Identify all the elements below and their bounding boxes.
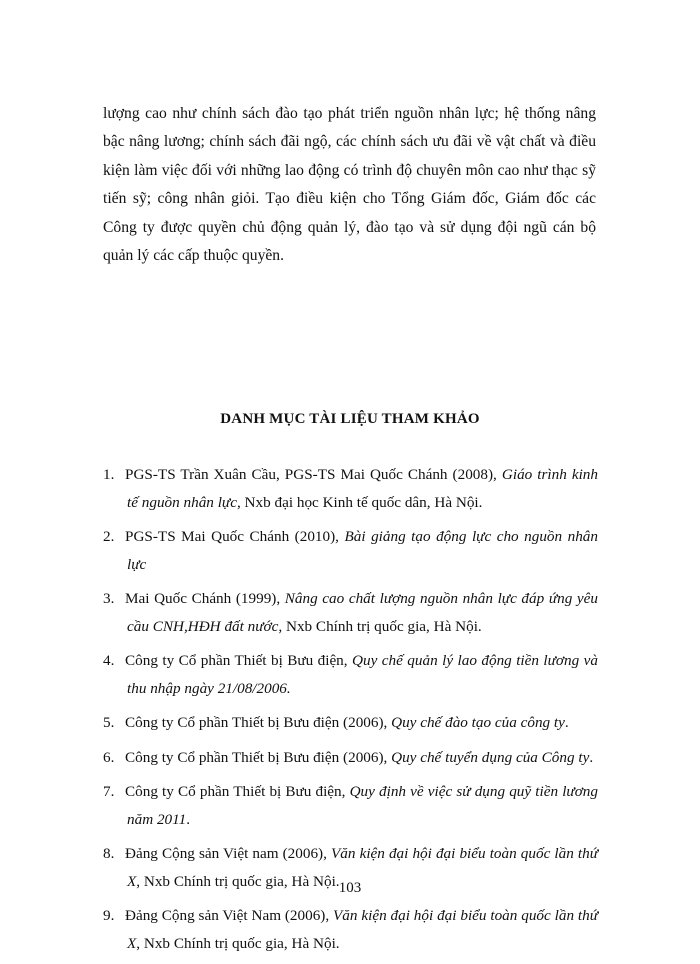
reference-number: 3.	[103, 590, 115, 607]
reference-number: 2.	[103, 528, 115, 545]
reference-text: PGS-TS Trần Xuân Cầu, PGS-TS Mai Quốc Chánh (2008),	[125, 466, 502, 483]
reference-item	[103, 585, 598, 640]
reference-text: Đảng Cộng sản Việt nam (2006),	[125, 845, 332, 862]
reference-item	[103, 523, 598, 578]
reference-title: Quy chế tuyển dụng của Công ty	[391, 748, 590, 766]
reference-title: Văn kiện đại hội đại biểu toàn quốc lần thứ X	[127, 845, 599, 890]
reference-title: Nâng cao chất lượng nguồn nhân lực đáp ứng yêu cầu CNH,HĐH đất nước,	[127, 590, 598, 635]
reference-title: Giáo trình kinh tế nguồn nhân lực	[127, 466, 598, 511]
reference-number: 6.	[103, 748, 115, 766]
reference-text: .	[564, 714, 569, 731]
reference-item	[103, 709, 598, 737]
reference-number: 5.	[103, 714, 115, 731]
reference-title: Bài giảng tạo động lực cho nguồn nhân lực	[127, 528, 598, 573]
reference-item	[103, 461, 598, 516]
reference-text: Công ty Cổ phần Thiết bị Bưu điện,	[125, 652, 353, 669]
reference-text: Đảng Cộng sản Việt Nam (2006),	[125, 907, 334, 924]
page-number: 103	[338, 880, 362, 896]
reference-text: Công ty Cổ phần Thiết bị Bưu điện (2006),	[125, 748, 392, 766]
reference-item	[103, 744, 598, 772]
reference-text: , Nxb Chính trị quốc gia, Hà Nội.	[136, 872, 340, 890]
reference-item	[103, 902, 598, 957]
body-paragraph: lượng cao như chính sách đào tạo phát triển nguồn nhân lực; hệ thống nâng bậc nâng lương; chính sách đãi ngộ, các chính sách ưu đãi về vật chất và điều kiện làm việc đối với những lao động có trình độ chuyên môn cao như thạc sỹ tiến sỹ; công nhân giỏi. Tạo điều kiện cho Tổng Giám đốc, Giám đốc các Công ty được quyền chủ động quản lý, đào tạo và sử dụng đội ngũ cán bộ quản lý các cấp thuộc quyền.	[103, 104, 596, 265]
reference-text: Công ty Cổ phần Thiết bị Bưu điện,	[125, 783, 350, 800]
reference-text: .	[186, 810, 190, 828]
reference-text: Công ty Cổ phần Thiết bị Bưu điện (2006),	[125, 714, 392, 731]
reference-title: Quy chế đào tạo của công ty	[391, 714, 565, 731]
reference-text: .	[589, 748, 594, 766]
reference-text: PGS-TS Mai Quốc Chánh (2010),	[125, 528, 345, 545]
section-title: DANH MỤC TÀI LIỆU THAM KHẢO	[220, 411, 480, 427]
reference-item	[103, 778, 598, 833]
reference-number: 1.	[103, 466, 115, 483]
reference-text: , Nxb đại học Kinh tế quốc dân, Hà Nội.	[236, 493, 483, 511]
reference-item	[103, 647, 598, 702]
reference-number: 4.	[103, 652, 115, 669]
reference-number: 7.	[103, 783, 115, 800]
reference-text: Mai Quốc Chánh (1999),	[125, 590, 285, 607]
reference-number: 8.	[103, 845, 115, 862]
reference-text: Nxb Chính trị quốc gia, Hà Nội.	[282, 617, 482, 635]
reference-title: Văn kiện đại hội đại biểu toàn quốc lần thứ X	[127, 907, 598, 952]
reference-text: , Nxb Chính trị quốc gia, Hà Nội.	[136, 934, 340, 952]
reference-title: Quy chế quản lý lao động tiền lương và thu nhập ngày 21/08/2006.	[127, 652, 598, 697]
reference-title: Quy định về việc sử dụng quỹ tiền lương năm 2011	[127, 783, 598, 828]
reference-number: 9.	[103, 907, 115, 924]
